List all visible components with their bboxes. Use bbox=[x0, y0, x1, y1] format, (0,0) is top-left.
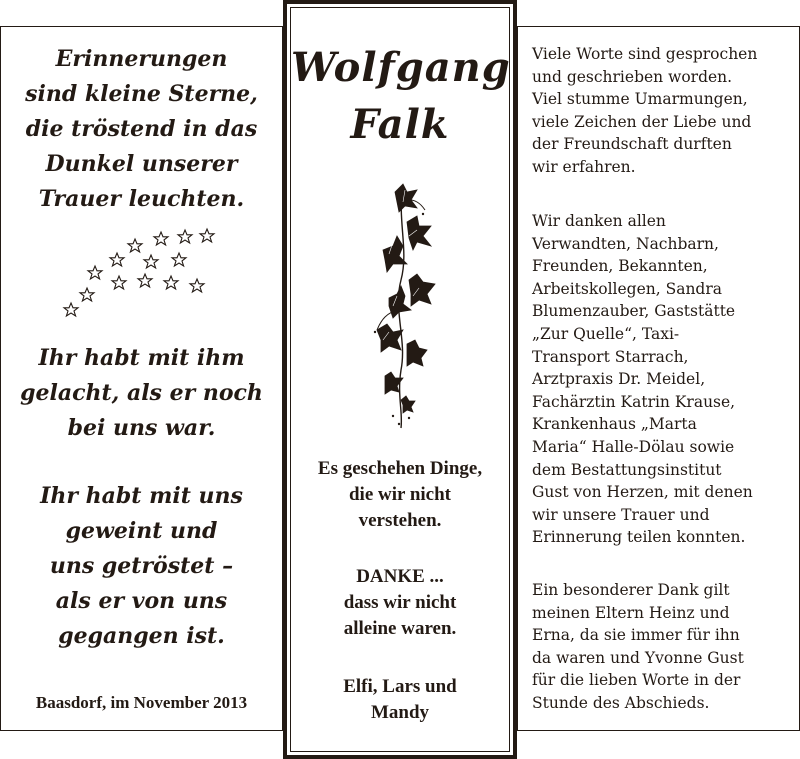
text-line: Arbeitskollegen, Sandra bbox=[532, 279, 722, 298]
text-line: Ein besonderer Dank gilt bbox=[532, 581, 730, 599]
text-line: wir erfahren. bbox=[532, 157, 636, 176]
signature bbox=[291, 674, 509, 726]
verse-stars bbox=[1, 42, 282, 217]
text-line: Maria“ Halle-Dölau sowie bbox=[532, 437, 735, 456]
quote bbox=[291, 456, 509, 534]
text-line: viele Zeichen der Liebe und bbox=[532, 112, 752, 131]
text-line: für die lieben Worte in der bbox=[532, 671, 741, 690]
text-line: Arztpraxis Dr. Meidel, bbox=[532, 370, 706, 389]
thanks-line: dass wir nicht bbox=[343, 592, 457, 613]
left-panel bbox=[0, 26, 283, 731]
verse-line: Erinnerungen bbox=[55, 46, 228, 72]
text-line: Viele Worte sind gesprochen bbox=[532, 45, 758, 63]
paragraph-special-thanks bbox=[532, 579, 793, 715]
verse-line: sind kleine Sterne, bbox=[25, 81, 258, 107]
paragraph-words bbox=[532, 43, 793, 179]
text-line: Erinnerung teilen konnten. bbox=[532, 528, 746, 547]
text-line: wir unsere Trauer und bbox=[532, 505, 710, 524]
signature-line: Mandy bbox=[370, 702, 430, 723]
center-panel bbox=[283, 0, 517, 759]
text-line: Wir danken allen bbox=[532, 212, 666, 230]
thanks-line: DANKE ... bbox=[356, 566, 444, 587]
thanks-message bbox=[291, 564, 509, 642]
text-line: „Zur Quelle“, Taxi- bbox=[532, 324, 680, 343]
text-line: da waren und Yvonne Gust bbox=[532, 648, 744, 667]
stars-icon bbox=[57, 225, 217, 325]
text-line: meinen Eltern Heinz und bbox=[532, 603, 730, 622]
text-line: dem Bestattungsinstitut bbox=[532, 460, 722, 479]
signature-line: Elfi, Lars und bbox=[343, 676, 457, 697]
text-line: Stunde des Abschieds. bbox=[532, 693, 710, 712]
verse-line: Ihr habt mit ihm bbox=[38, 345, 245, 371]
text-line: Verwandten, Nachbarn, bbox=[532, 234, 719, 253]
deceased-last-name: Falk bbox=[350, 101, 450, 148]
verse-wept bbox=[1, 479, 282, 654]
text-line: Blumenzauber, Gaststätte bbox=[532, 302, 736, 321]
verse-line: Trauer leuchten. bbox=[38, 186, 245, 212]
text-line: und geschrieben worden. bbox=[532, 67, 733, 86]
text-line: Gust von Herzen, mit denen bbox=[532, 483, 753, 502]
place-date: Baasdorf, im November 2013 bbox=[35, 693, 248, 712]
verse-laughed bbox=[1, 341, 282, 446]
text-line: Krankenhaus „Marta bbox=[532, 415, 697, 434]
right-panel bbox=[517, 26, 800, 731]
center-inner-frame bbox=[290, 7, 510, 752]
text-line: Transport Starrach, bbox=[532, 347, 689, 366]
text-line: der Freundschaft durften bbox=[532, 135, 732, 154]
text-line: Viel stumme Umarmungen, bbox=[532, 90, 748, 109]
text-line: Freunden, Bekannten, bbox=[532, 257, 708, 276]
verse-line: als er von uns bbox=[55, 588, 228, 614]
verse-line: Dunkel unserer bbox=[45, 151, 238, 177]
verse-line: uns getröstet – bbox=[49, 553, 234, 579]
text-line: Erna, da sie immer für ihn bbox=[532, 626, 740, 645]
deceased-first-name: Wolfgang bbox=[291, 44, 511, 91]
verse-line: gegangen ist. bbox=[58, 623, 225, 649]
quote-line: die wir nicht bbox=[348, 484, 452, 505]
verse-line: bei uns war. bbox=[67, 415, 216, 441]
thanks-line: alleine waren. bbox=[343, 618, 457, 639]
verse-line: die tröstend in das bbox=[25, 116, 258, 142]
verse-line: gelacht, als er noch bbox=[20, 380, 263, 406]
text-line: Fachärztin Katrin Krause, bbox=[532, 392, 736, 411]
quote-line: Es geschehen Dinge, bbox=[317, 458, 483, 479]
quote-line: verstehen. bbox=[358, 510, 442, 531]
paragraph-thanks bbox=[532, 210, 793, 549]
verse-line: Ihr habt mit uns bbox=[40, 483, 243, 509]
verse-line: geweint und bbox=[65, 518, 218, 544]
ivy-icon bbox=[363, 180, 443, 430]
